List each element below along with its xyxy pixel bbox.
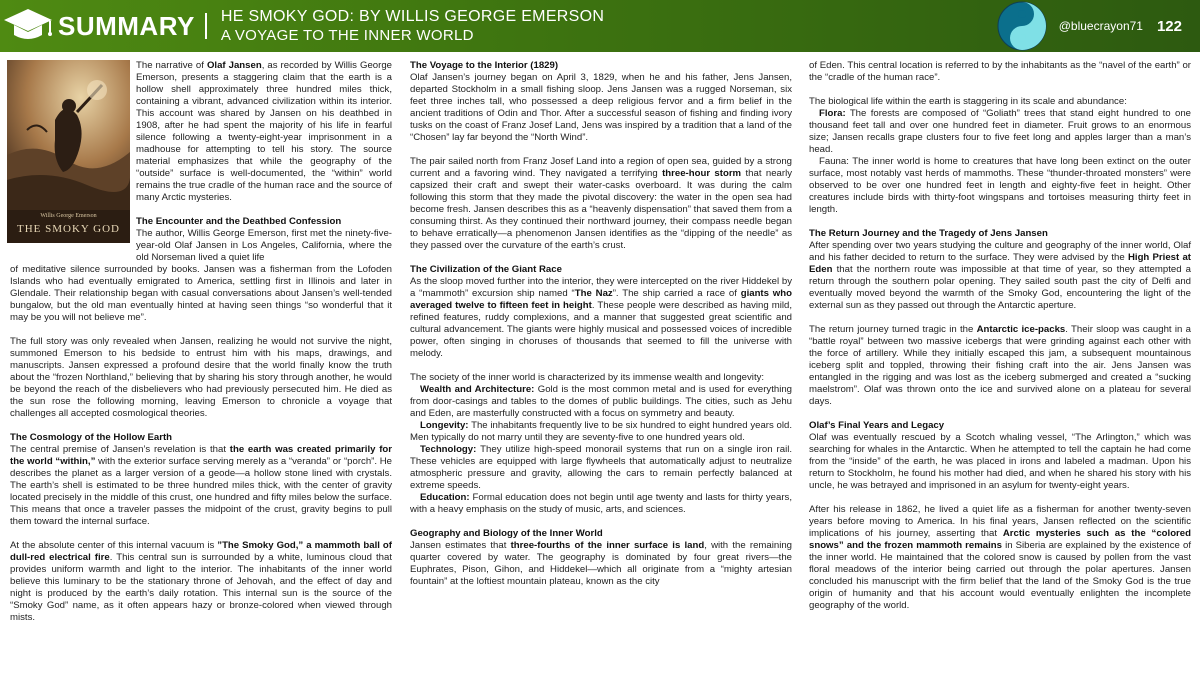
section-heading-return: The Return Journey and the Tragedy of Jens Jansen — [809, 228, 1048, 239]
section-label: SUMMARY — [58, 10, 195, 41]
page-number: 122 — [1156, 17, 1182, 35]
header-divider — [205, 13, 207, 39]
yin-yang-avatar-icon — [997, 1, 1047, 51]
header-bar — [0, 0, 1200, 52]
intro-paragraph: The narrative of Olaf Jansen, as recorded by Willis George Emerson, presents a staggering claim that the earth is a hollow shell approximately three hundred miles thick, containing a vibrant, advanced civilization within its interior. This account was shared by Jansen on his deathbed in 1908, after he had spent the majority of his life in fearful silence following a twenty-eight-year imprisonment in a madhouse for attempting to tell his story. The source material emphasizes that while the geography of the “outside” surface is well-documented, the “within” world remains the true cradle of the human race and the source of many Arctic mysteries. — [136, 60, 393, 203]
cover-title: THE SMOKY GOD — [16, 223, 121, 235]
title-block — [221, 7, 604, 45]
list-item: Longevity: The inhabitants frequently live to be six hundred to eight hundred years old. Men typically do not marry until they are seventy-five to one hundred years old. — [410, 420, 792, 443]
list-item: Education: Formal education does not begin until age twenty and lasts for thirty years, with a heavy emphasis on the study of music, arts, and sciences. — [410, 492, 792, 515]
paragraph: As the sloop moved further into the interior, they were intercepted on the river Hiddekel by a “mammoth” excursion ship named “The Naz”. The ship carried a race of giants who averaged twelve to fifteen feet in height. These people were described as having mild, refined features, ruddy complexions, and a manner that suggested great scientific and cultural advancement. The giants were highly musical and possessed voices of incredible power, often singing in choruses of thousands that seemed to fill the universe with melody. — [410, 276, 792, 359]
section-heading-geography: Geography and Biology of the Inner World — [410, 528, 603, 539]
paragraph: The pair sailed north from Franz Josef Land into a region of open sea, guided by a strong current and a favoring wind. They navigated a terrifying three-hour storm that nearly capsized their craft and swept their water-casks overboard. It was during the calm following this storm that they made the pivotal discovery: the water in the open sea had become fresh. Jansen describes this as a “heavenly dispensation” that saved them from a consuming thirst. As they continued their northward journey, their compass needle began to behave erratically—a phenomenon Jansen identifies as the “dipping of the needle” as they passed over the curvature of the earth’s crust. — [410, 156, 792, 251]
cover-author: Willis George Emerson — [40, 213, 97, 219]
header-right — [997, 0, 1200, 52]
section-heading-encounter: The Encounter and the Deathbed Confession — [136, 216, 342, 227]
section-heading-cosmology: The Cosmology of the Hollow Earth — [10, 432, 173, 443]
column-right — [809, 60, 1191, 624]
section-heading-legacy: Olaf’s Final Years and Legacy — [809, 420, 945, 431]
book-title: HE SMOKY GOD: BY WILLIS GEORGE EMERSON — [220, 8, 605, 25]
book-subtitle: A VOYAGE TO THE INNER WORLD — [220, 27, 474, 44]
paragraph: After spending over two years studying the culture and geography of the inner world, Olaf and his father decided to return to the surface. They were advised by the High Priest at Eden that the northern route was impossible at that time of year, so they attempted a return through the southern polar opening. They sailed south past the city of Delfi and eventually moved beyond the warmth of the Smoky God, encountering the light of the external sun as they passed out through the Antarctic aperture. — [809, 240, 1191, 311]
list-item: Wealth and Architecture: Gold is the most common metal and is used for everything from door-casings and tables to the domes of public buildings. The cities, such as Jehu and Eden, are masterfully constructed with a focus on symmetry and beauty. — [410, 384, 792, 419]
paragraph: The central premise of Jansen’s revelation is that the earth was created primarily for the world “within,” with the exterior surface serving merely as a “veranda” or “porch”. He describes the planet as a larger version of a geode—a hollow stone lined with crystals. The earth’s shell is estimated to be three hundred miles thick, with the center of gravity located precisely in the middle of this crust, one hundred and fifty miles below the surface. This means that once a traveler passes the midpoint of the crust, gravity begins to pull them toward the internal surface. — [10, 444, 392, 527]
author-handle: @bluecrayon71 — [1058, 19, 1143, 33]
paragraph: The society of the inner world is characterized by its immense wealth and longevity: — [410, 372, 765, 383]
list-item: Fauna: The inner world is home to creatures that have long been extinct on the outer surface, most notably vast herds of mammoths. These “thunder-throated monsters” were observed to be over one hundred feet in length and eighty-five feet in height. Other creatures include birds with thirty-foot wingspans and tortoises measuring thirty feet in length. — [809, 156, 1191, 215]
paragraph: The author, Willis George Emerson, first met the ninety-five-year-old Olaf Jansen in Los Angeles, California, where the old Norseman lived a quiet life — [136, 228, 392, 263]
list-item: Flora: The forests are composed of “Goliath” trees that stand eight hundred to one thousand feet tall and over one hundred feet in diameter. Fruit grows to an enormous size; Jansen recalls grape clusters four to five feet long and apples larger than a man’s head. — [809, 108, 1191, 155]
paragraph: After his release in 1862, he lived a quiet life as a fisherman for another twenty-seven years before moving to America. In his final years, Jansen reflected on the scientific implications of his journey, asserting that Arctic mysteries such as the “colored snows” and the frozen mammoth remains in Siberia are explained by the existence of the inner world. He maintained that the colored snow is caused by pollen from the vast floral meadows of the interior being carried out through the polar apertures. Jansen concluded his manuscript with the firm belief that the land of the Smoky God is the true origin of humanity and that his account would eventually enlighten the incomplete geography of the world. — [809, 504, 1191, 611]
paragraph: Olaf was eventually rescued by a Scotch whaling vessel, “The Arlington,” which was searching for whales in the Antarctic. When he attempted to tell the captain he had come from the “inside” of the earth, he was placed in irons and labeled a madman. Upon his return to Stockholm, he found his mother had died, and when he shared his story with his uncle, he was betrayed and imprisoned in an asylum for twenty-eight years. — [809, 432, 1191, 491]
paragraph: of meditative silence surrounded by books. Jansen was a fisherman from the Lofoden Islands who had eventually emigrated to America, settling first in Illinois and later in Glendale. Their relationship began with casual conversations about Jansen’s well-tended bungalow, but the old man eventually hinted at having seen things “so wonderful that it may be you will not believe me”. — [10, 264, 392, 323]
paragraph: At the absolute center of this internal vacuum is ”The Smoky God,” a mammoth ball of dull-red electrical fire. This central sun is surrounded by a white, luminous cloud that provides uniform warmth and light to the interior. The inhabitants of the inner world believe this luminary to be the stationary throne of Jehovah, and the effect of day and night is produced by the earth’s daily rotation. This internal sun is the source of the “Smoky God” name, as it often appears hazy or bronze-colored when viewed through mists. — [10, 540, 392, 623]
column-left — [10, 60, 392, 636]
paragraph: Jansen estimates that three-fourths of the inner surface is land, with the remaining quarter covered by water. The geography is dominated by four great rivers—the Euphrates, Pison, Gihon, and Hiddekel—which all originate from a “mighty artesian fountain” at the loftiest mountain plateau, known as the city — [410, 540, 792, 587]
paragraph: The biological life within the earth is staggering in its scale and abundance: — [809, 96, 1127, 107]
column-middle — [410, 60, 792, 600]
section-heading-civilization: The Civilization of the Giant Race — [410, 264, 562, 275]
list-item: Technology: They utilize high-speed monorail systems that run on a single iron rail. These vehicles are equipped with large flywheels that automatically adjust to neutralize atmospheric pressure and gravity, allowing the cars to remain perfectly balanced at extreme speeds. — [410, 444, 792, 491]
graduation-cap-icon — [0, 0, 56, 52]
paragraph: The return journey turned tragic in the Antarctic ice-packs. Their sloop was caught in a “battle royal” between two massive icebergs that were grinding against each other with the force of artillery. While they initially escaped this jam, a subsequent mountainous iceberg split and toppled, throwing their fishing craft into the air. Jens Jansen was entangled in the rigging and was lost as the iceberg submerged and created a “sucking maelstrom”. Olaf was thrown onto the ice and survived alone on a plateau for several days. — [809, 324, 1191, 407]
paragraph: Olaf Jansen’s journey began on April 3, 1829, when he and his father, Jens Jansen, departed Stockholm in a small fishing sloop. Jens Jansen was a rugged Norseman, six feet three inches tall, who possessed a deep religious fervor and a firm belief in the ancient traditions of Odin and Thor. After a successful season of fishing and finding ivory tusks on the coast of Franz Josef Land, Jens was inspired by a tradition that a land of the “Chosen” lay far beyond the “North Wind”. — [410, 72, 792, 143]
section-heading-voyage: The Voyage to the Interior (1829) — [410, 60, 559, 71]
paragraph: of Eden. This central location is referred to by the inhabitants as the “navel of the earth” or the “cradle of the human race”. — [809, 60, 1191, 83]
paragraph: The full story was only revealed when Jansen, realizing he would not survive the night, summoned Emerson to his bedside to entrust him with his maps, drawings, and manuscripts. Jansen expressed a profound desire that the world finally know the truth about the “frozen Northland,” believing that by sharing his story through another, he would be beyond the reach of the disbelievers who had previously persecuted him. He died as the sun rose the following morning, leaving Emerson to chronicle a voyage that challenges all accepted cosmological theories. — [10, 336, 392, 419]
